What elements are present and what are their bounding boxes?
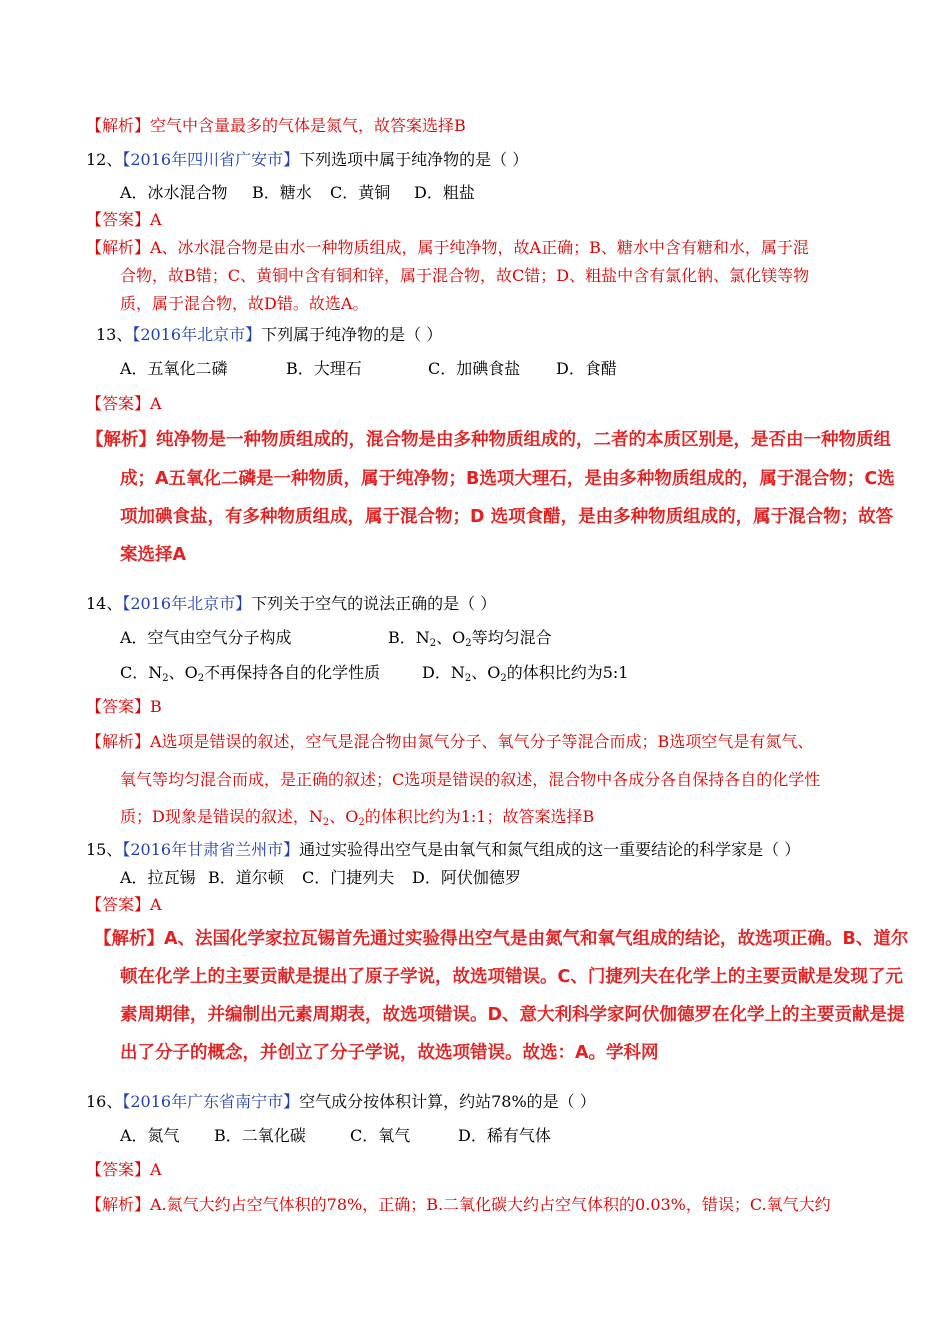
analysis-15-line-3: 素周期律，并编制出元素周期表，故选项错误。D、意大利科学家阿伏伽德罗在化学上的主要贡献是提: [120, 1005, 905, 1025]
option-d-text: D．N: [422, 663, 465, 682]
option-b-text: B．N: [388, 628, 430, 647]
question-source: 【2016年北京市】: [132, 325, 262, 344]
answer-13: 【答案】A: [86, 394, 162, 413]
question-number: 16、: [86, 1092, 123, 1111]
option-d-text: 、O: [471, 663, 501, 682]
option-c: C．加碘食盐: [428, 359, 521, 378]
question-number: 12、: [86, 150, 123, 169]
subscript: 2: [162, 673, 169, 684]
analysis-13-line-2: 成；A五氧化二磷是一种物质，属于纯净物；B选项大理石，是由多种物质组成的，属于混合物；C选: [120, 469, 895, 489]
option-c: C．氧气: [350, 1126, 411, 1145]
top-analysis: 【解析】空气中含量最多的气体是氮气，故答案选择B: [86, 116, 466, 135]
option-c-text: C．N: [120, 663, 163, 682]
answer-15: 【答案】A: [86, 895, 162, 914]
question-14: [86, 594, 496, 614]
subscript: 2: [500, 673, 507, 684]
question-13: [96, 325, 442, 345]
option-c: C．门捷列夫: [302, 868, 395, 887]
options-14-row-1: [120, 628, 552, 648]
analysis-16-line-1: 【解析】A.氮气大约占空气体积的78%，正确；B.二氧化碳大约占空气体积的0.03%，错误；C.氧气大约: [86, 1195, 831, 1214]
subscript: 2: [358, 817, 365, 828]
option-d: D．稀有气体: [458, 1126, 551, 1145]
option-c-text: 、O: [168, 663, 198, 682]
question-stem: 下列关于空气的说法正确的是（ ）: [251, 594, 497, 613]
subscript: 2: [464, 673, 472, 684]
question-stem: 下列选项中属于纯净物的是（ ）: [299, 150, 529, 169]
option-b: B．糖水: [252, 183, 312, 202]
subscript: 2: [429, 638, 437, 649]
option-b-text: 、O: [436, 628, 466, 647]
options-12: [120, 183, 475, 203]
answer-14: 【答案】B: [86, 697, 162, 716]
analysis-13-line-4: 案选择A: [120, 545, 187, 565]
question-source: 【2016年四川省广安市】: [122, 150, 300, 169]
answer-12: 【答案】A: [86, 210, 162, 229]
analysis-14-line-3: [120, 807, 594, 827]
option-a: A．冰水混合物: [120, 183, 228, 202]
question-16: [86, 1092, 596, 1112]
analysis-14-line-1: 【解析】A选项是错误的叙述，空气是混合物由氮气分子、氧气分子等混合而成；B选项空气是有氮气、: [86, 732, 814, 751]
option-a: A．拉瓦锡: [120, 868, 196, 887]
question-number: 13、: [96, 325, 133, 344]
question-number: 14、: [86, 594, 123, 613]
answer-16: 【答案】A: [86, 1160, 162, 1179]
question-15: [86, 840, 800, 860]
question-source: 【2016年甘肃省兰州市】: [122, 840, 300, 859]
analysis-15-line-4: 出了分子的概念，并创立了分子学说，故选项错误。故选：A。学科网: [120, 1043, 659, 1063]
option-a: A．空气由空气分子构成: [120, 628, 292, 647]
options-13: [120, 359, 617, 379]
options-16: [120, 1126, 551, 1146]
analysis-12-line-1: 【解析】A、冰水混合物是由水一种物质组成，属于纯净物，故A正确；B、糖水中含有糖和水，属于混: [86, 238, 809, 257]
option-d: D．粗盐: [414, 183, 475, 202]
analysis-15-line-2: 顿在化学上的主要贡献是提出了原子学说，故选项错误。C、门捷列夫在化学上的主要贡献是发现了元: [120, 967, 903, 987]
option-b: B．道尔顿: [208, 868, 284, 887]
analysis-12-line-2: 合物，故B错；C、黄铜中含有铜和锌，属于混合物，故C错；D、粗盐中含有氯化钠、氯化镁等物: [120, 266, 810, 285]
analysis-13-line-1: 【解析】纯净物是一种物质组成的，混合物是由多种物质组成的，二者的本质区别是，是否由一种物质组: [86, 430, 891, 450]
question-source: 【2016年广东省南宁市】: [122, 1092, 300, 1111]
subscript: 2: [197, 673, 205, 684]
option-b: B．大理石: [286, 359, 362, 378]
option-c-text: 不再保持各自的化学性质: [204, 663, 381, 682]
options-15: [120, 868, 521, 888]
subscript: 2: [465, 638, 472, 649]
option-d: D．食醋: [556, 359, 617, 378]
analysis-text: 的体积比约为1:1；故答案选择B: [364, 807, 595, 826]
option-d-text: 的体积比约为5:1: [506, 663, 629, 682]
option-b-text: 等均匀混合: [471, 628, 552, 647]
question-number: 15、: [86, 840, 123, 859]
option-d: [422, 663, 628, 683]
option-a: A．五氧化二磷: [120, 359, 228, 378]
option-c: [120, 663, 422, 683]
subscript: 2: [322, 817, 330, 828]
options-14-row-2: [120, 663, 628, 683]
analysis-15-line-1: 【解析】A、法国化学家拉瓦锡首先通过实验得出空气是由氮气和氧气组成的结论，故选项正确。B、道尔: [94, 929, 909, 949]
question-stem: 空气成分按体积计算，约站78%的是（ ）: [299, 1092, 596, 1111]
option-a: A．氮气: [120, 1126, 180, 1145]
question-stem: 通过实验得出空气是由氧气和氮气组成的这一重要结论的科学家是（ ）: [299, 840, 801, 859]
question-source: 【2016年北京市】: [122, 594, 252, 613]
analysis-text: 、O: [329, 807, 359, 826]
analysis-12-line-3: 质，属于混合物，故D错。故选A。: [120, 294, 369, 313]
analysis-13-line-3: 项加碘食盐，有多种物质组成，属于混合物；D 选项食醋，是由多种物质组成的，属于混合物；故答: [120, 507, 894, 527]
analysis-text: 质；D现象是错误的叙述，N: [120, 807, 323, 826]
analysis-14-line-2: 氧气等均匀混合而成，是正确的叙述；C选项是错误的叙述，混合物中各成分各自保持各自的化学性: [120, 770, 821, 789]
option-d: D．阿伏伽德罗: [412, 868, 521, 887]
option-c: C．黄铜: [330, 183, 391, 202]
option-b: [388, 628, 552, 648]
question-12: [86, 150, 528, 170]
question-stem: 下列属于纯净物的是（ ）: [261, 325, 443, 344]
option-b: B．二氧化碳: [214, 1126, 306, 1145]
